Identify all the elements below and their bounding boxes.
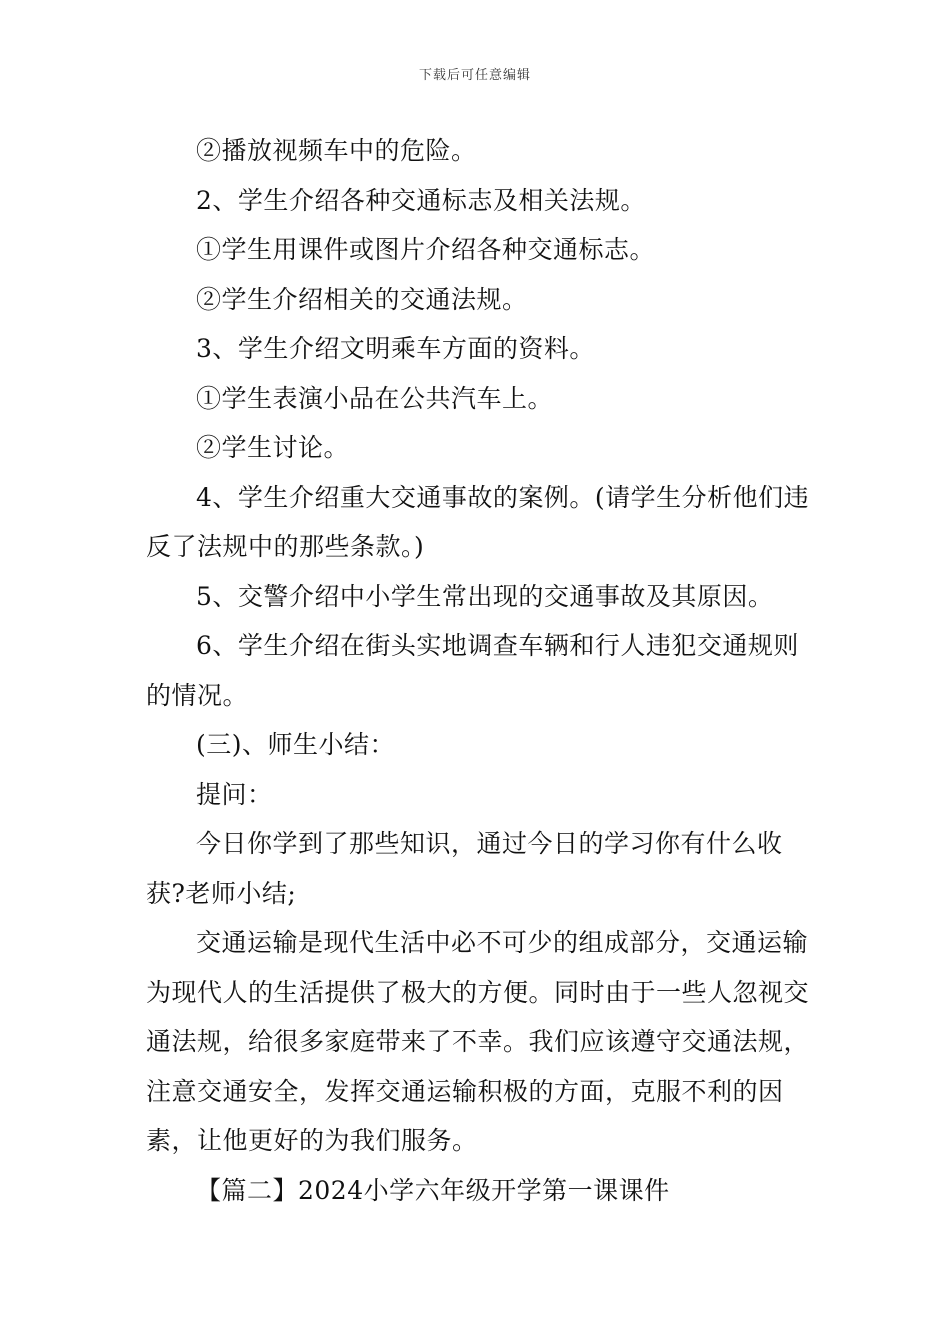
section-part-two-title: 【篇二】2024小学六年级开学第一课课件 (196, 1175, 670, 1205)
paragraph-question-label: 提问： (196, 779, 273, 809)
paragraph-conclusion: 交通运输是现代生活中必不可少的组成部分，交通运输为现代人的生活提供了极大的方便。同时由于一些人忽视交通法规，给很多家庭带来了不幸。我们应该遵守交通法规，注意交通安全，发挥交通运输积极的方面，克服不利的因素，让他更好的为我们服务。 (146, 928, 810, 1155)
page-header: 下载后可任意编辑 (418, 68, 531, 83)
document-body (146, 126, 810, 1215)
paragraph-question: 今日你学到了那些知识，通过今日的学习你有什么收获?老师小结; (146, 829, 783, 908)
paragraph-skit: ①学生表演小品在公共汽车上。 (196, 383, 554, 413)
paragraph-street-survey: 6、学生介绍在街头实地调查车辆和行人违犯交通规则的情况。 (146, 631, 799, 710)
paragraph-discussion: ②学生讨论。 (196, 433, 350, 462)
paragraph-traffic-laws: ②学生介绍相关的交通法规。 (196, 284, 528, 314)
paragraph-video-danger: ②播放视频车中的危险。 (196, 136, 477, 165)
paragraph-signs-courseware: ①学生用课件或图片介绍各种交通标志。 (196, 235, 656, 264)
paragraph-accident-cases: 4、学生介绍重大交通事故的案例。(请学生分析他们违反了法规中的那些条款。) (146, 482, 810, 561)
paragraph-police-intro: 5、交警介绍中小学生常出现的交通事故及其原因。 (196, 581, 774, 611)
paragraph-traffic-signs: 2、学生介绍各种交通标志及相关法规。 (196, 185, 646, 215)
section-summary-heading: (三)、师生小结： (196, 730, 396, 759)
paragraph-civilized-riding: 3、学生介绍文明乘车方面的资料。 (196, 334, 595, 363)
